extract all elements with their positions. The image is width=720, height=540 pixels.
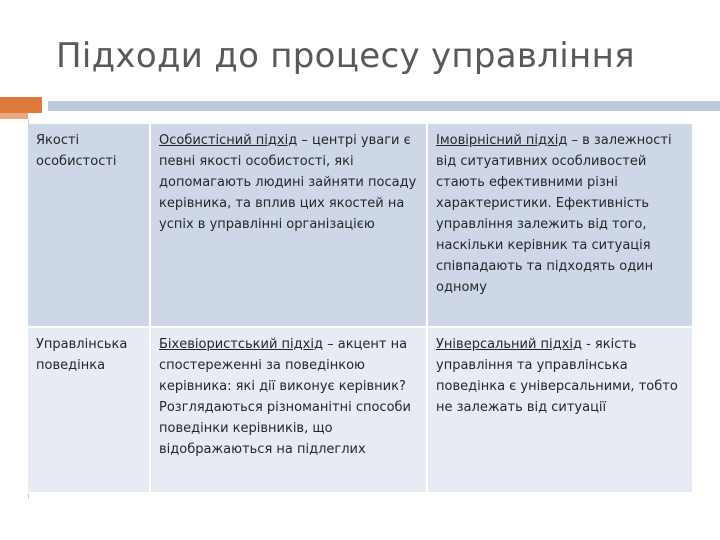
approach-term: Особистісний підхід	[159, 133, 298, 148]
approach-cell	[427, 327, 692, 493]
approach-description: – акцент на спостереженні за поведінкою керівника: які дії виконує керівник? Розглядаються різноманітні способи поведінки керівників, що відображаються на підлеглих	[159, 337, 411, 457]
row-label: Якості особистості	[36, 133, 117, 169]
approach-cell	[150, 327, 427, 493]
approach-description: - якість управління та управлінська поведінка є універсальними, тобто не залежать від ситуації	[436, 337, 678, 415]
approach-term: Біхевіористський підхід	[159, 337, 323, 352]
approach-description: – в залежності від ситуативних особливостей стають ефективними різні характеристики. Ефективність управління залежить від того, наскільки керівник та ситуація співпадають та підходять один одному	[436, 133, 672, 295]
approaches-table	[28, 124, 692, 494]
accent-bar-orange-lower	[0, 113, 28, 119]
slide-title: Підходи до процесу управління	[56, 36, 635, 76]
row-label: Управлінська поведінка	[36, 337, 128, 373]
table-row	[28, 327, 692, 493]
row-label-cell	[28, 124, 150, 327]
approach-cell	[427, 124, 692, 327]
accent-bar-blue	[48, 101, 720, 111]
approach-term: Імовірнісний підхід	[436, 133, 568, 148]
approach-term: Універсальний підхід	[436, 337, 582, 352]
accent-bar-orange	[0, 97, 42, 113]
approach-description: – центрі уваги є певні якості особистості, які допомагають людині зайняти посаду керівника, та вплив цих якостей на успіх в управлінні організацією	[159, 133, 417, 232]
table-row	[28, 124, 692, 327]
approach-cell	[150, 124, 427, 327]
row-label-cell	[28, 327, 150, 493]
